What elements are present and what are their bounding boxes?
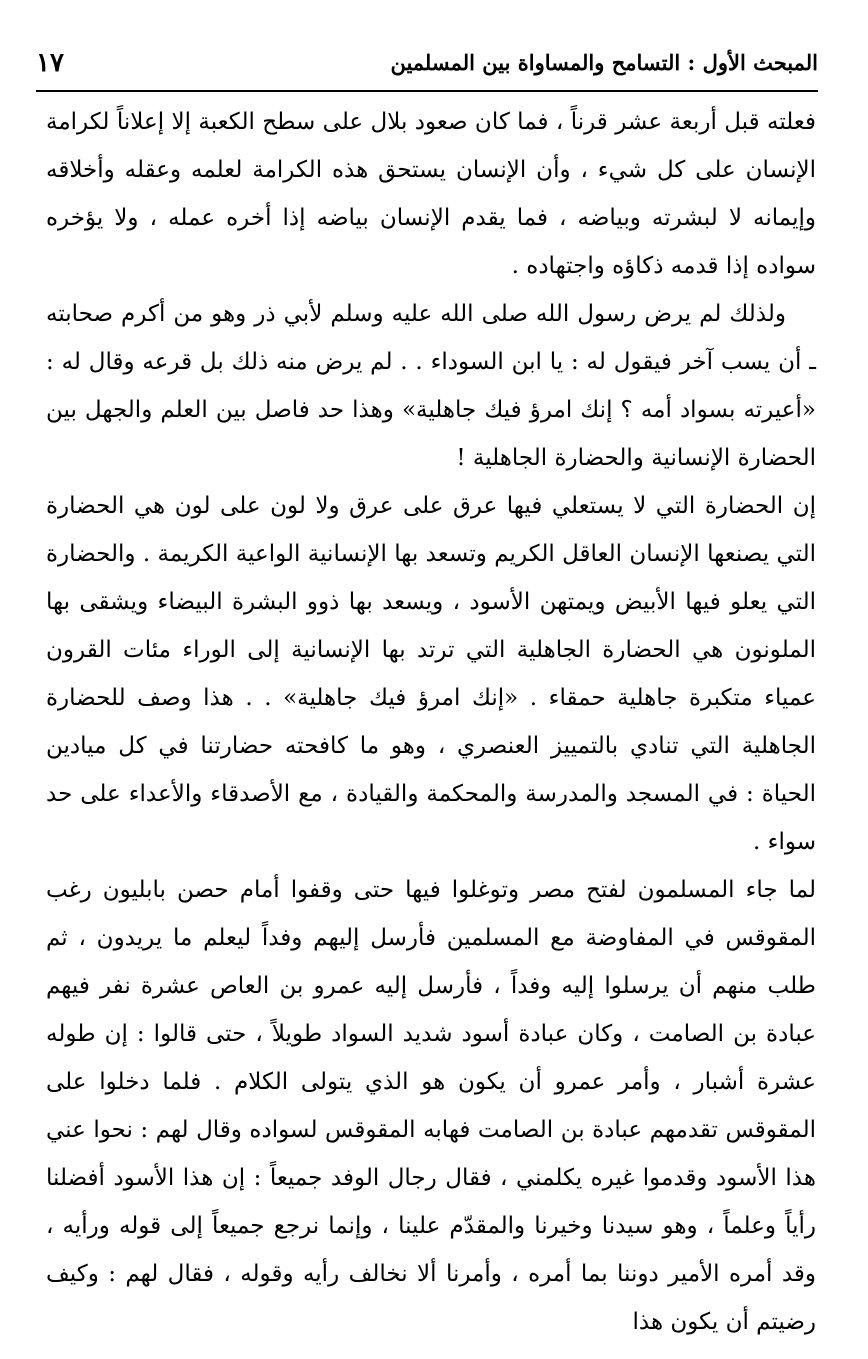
paragraph: لما جاء المسلمون لفتح مصر وتوغلوا فيها حتى وقفوا أمام حصن بابليون رغب المقوقس في المفاوضة مع المسلمين فأرسل إليهم وفداً ليعلم ما يريدون ، ثم طلب منهم أن يرسلوا إليه وفداً ، فأرسل إليه عمرو بن العاص عشرة نفر فيهم عبادة بن الصامت ، وكان عبادة أسود شديد السواد طويلاً ، حتى قالوا : إن طوله عشرة أشبار ، وأمر عمرو أن يكون هو الذي يتولى الكلام . فلما دخلوا على المقوقس تقدمهم عبادة بن الصامت فهابه المقوقس لسواده وقال لهم : نحوا عني هذا الأسود وقدموا غيره يكلمني ، فقال رجال الوفد جميعاً : إن هذا الأسود أفضلنا رأياً وعلماً ، وهو سيدنا وخيرنا والمقدّم علينا ، وإنما نرجع جميعاً إلى قوله ورأيه ، وقد أمره الأمير دوننا بما أمره ، وأمرنا ألا نخالف رأيه وقوله ، فقال لهم : وكيف رضيتم أن يكون هذا: [46, 877, 816, 1335]
running-header: [36, 44, 818, 84]
running-title: المبحث الأول : التسامح والمساواة بين المسلمين: [390, 50, 818, 75]
paragraph: فعلته قبل أربعة عشر قرناً ، فما كان صعود بلال على سطح الكعبة إلا إعلاناً لكرامة الإنسان على كل شيء ، وأن الإنسان يستحق هذه الكرامة لعلمه وعقله وأخلاقه وإيمانه لا لبشرته وبياضه ، فما يقدم الإنسان بياضه إذا أخره عمله ، ولا يؤخره سواده إذا قدمه ذكاؤه واجتهاده .: [46, 109, 816, 279]
header-rule: [36, 90, 818, 92]
paragraph: ولذلك لم يرض رسول الله صلى الله عليه وسلم لأبي ذر وهو من أكرم صحابته ـ أن يسب آخر فيقول له : يا ابن السوداء . . لم يرض منه ذلك بل قرعه وقال له : «أعيرته بسواد أمه ؟ إنك امرؤ فيك جاهلية» وهذا حد فاصل بين العلم والجهل بين الحضارة الإنسانية والحضارة الجاهلية !: [46, 301, 816, 471]
body-text: [46, 98, 816, 1346]
page-number: ١٧: [36, 48, 64, 78]
paragraph: إن الحضارة التي لا يستعلي فيها عرق على عرق ولا لون على لون هي الحضارة التي يصنعها الإنسان العاقل الكريم وتسعد بها الإنسانية الواعية الكريمة . والحضارة التي يعلو فيها الأبيض ويمتهن الأسود ، ويسعد بها ذوو البشرة البيضاء ويشقى بها الملونون هي الحضارة الجاهلية التي ترتد بها الإنسانية إلى الوراء مئات القرون عمياء متكبرة جاهلية حمقاء . «إنك امرؤ فيك جاهلية» . . هذا وصف للحضارة الجاهلية التي تنادي بالتمييز العنصري ، وهو ما كافحته حضارتنا في كل ميادين الحياة : في المسجد والمدرسة والمحكمة والقيادة ، مع الأصدقاء والأعداء على حد سواء .: [46, 493, 816, 855]
